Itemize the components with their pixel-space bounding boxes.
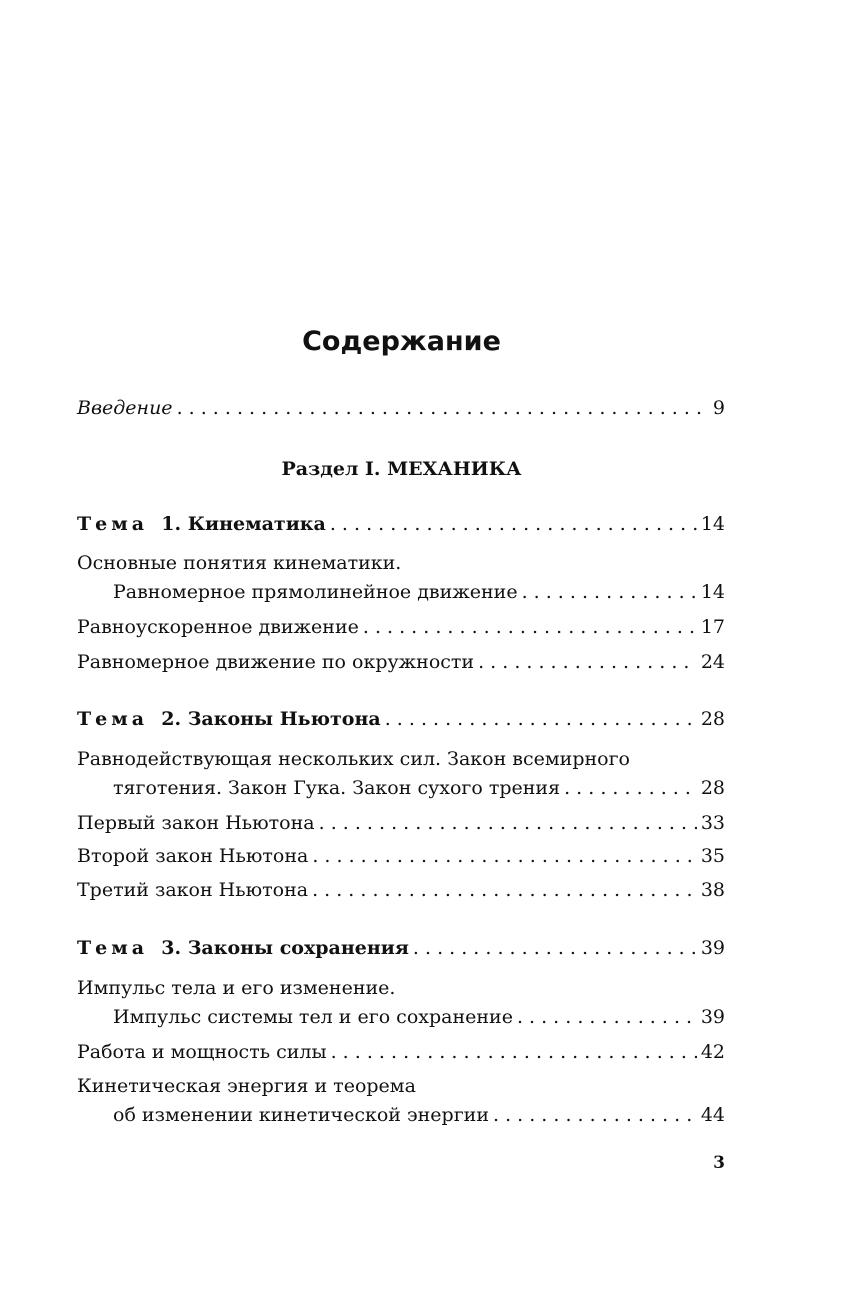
page-number: 44 [700,1104,725,1126]
toc-entry-label: Работа и мощность силы [77,1041,327,1063]
page-number: 39 [700,1006,725,1028]
page-number: 14 [700,581,725,603]
page-number: 28 [700,708,725,730]
dot-leader [517,1005,697,1029]
toc-entry[interactable] [113,580,725,604]
toc-entry[interactable] [77,1040,725,1064]
footer-page-number: 3 [713,1153,725,1173]
dot-leader [319,811,697,835]
toc-topic-2[interactable] [77,707,725,731]
toc-entry[interactable] [77,811,725,835]
dot-leader [413,936,697,960]
topic-heading [77,936,409,960]
toc-entry-line [77,1074,725,1098]
toc-topic-1[interactable] [77,512,725,536]
dot-leader [493,1103,697,1127]
toc-entry-label: Второй закон Ньютона [77,845,309,867]
dot-leader [177,396,709,420]
dot-leader [312,844,696,868]
dot-leader [331,1040,697,1064]
toc-entry-label: Равнодействующая нескольких сил. Закон всемирного [77,748,630,770]
dot-leader [330,512,697,536]
topic-prefix: Тема [77,513,149,535]
topic-heading [77,707,381,731]
toc-entry-label: Введение [77,397,173,419]
toc-topic-3[interactable] [77,936,725,960]
toc-entry[interactable] [77,878,725,902]
page-number: 39 [700,937,725,959]
toc-entry[interactable] [77,650,725,674]
toc-entry-line [77,747,725,771]
toc-entry[interactable] [77,844,725,868]
dot-leader [522,580,697,604]
topic-name: 2. Законы Ньютона [161,708,381,730]
dot-leader [312,878,697,902]
toc-entry[interactable] [113,776,725,800]
toc-entry-label: Равномерное движение по окружности [77,651,475,673]
page-number: 24 [700,651,725,673]
toc-entry-label: Импульс системы тел и его сохранение [113,1006,513,1028]
page-number: 14 [700,513,725,535]
toc-entry-label: Импульс тела и его изменение. [77,977,396,999]
page-number: 9 [712,397,725,419]
topic-heading [77,512,326,536]
page-number: 42 [700,1041,725,1063]
toc-entry-line [77,976,725,1000]
page-number: 33 [700,812,725,834]
toc-entry-label: Третий закон Ньютона [77,879,309,901]
page-title: Содержание [302,326,501,357]
toc-entry-label: Равномерное прямолинейное движение [113,581,518,603]
toc-entry[interactable] [113,1103,725,1127]
dot-leader [478,650,697,674]
toc-entry-line [77,551,725,575]
toc-entry-label: тяготения. Закон Гука. Закон сухого трения [113,777,561,799]
page-number: 17 [700,616,725,638]
toc-entry-intro[interactable] [77,396,725,420]
topic-prefix: Тема [77,937,149,959]
page-number: 38 [700,879,725,901]
toc-entry[interactable] [113,1005,725,1029]
section-title: Раздел I. МЕХАНИКА [281,458,522,480]
toc-entry-label: Кинетическая энергия и теорема [77,1075,416,1097]
topic-name: 1. Кинематика [161,513,326,535]
toc-entry-label: об изменении кинетической энергии [113,1104,489,1126]
topic-name: 3. Законы сохранения [161,937,409,959]
page-number: 28 [700,777,725,799]
dot-leader [363,615,697,639]
topic-prefix: Тема [77,708,149,730]
dot-leader [564,776,697,800]
dot-leader [385,707,697,731]
toc-entry-label: Равноускоренное движение [77,616,359,638]
page-number: 35 [700,845,725,867]
toc-entry-label: Основные понятия кинематики. [77,552,402,574]
toc-entry[interactable] [77,615,725,639]
toc-entry-label: Первый закон Ньютона [77,812,315,834]
